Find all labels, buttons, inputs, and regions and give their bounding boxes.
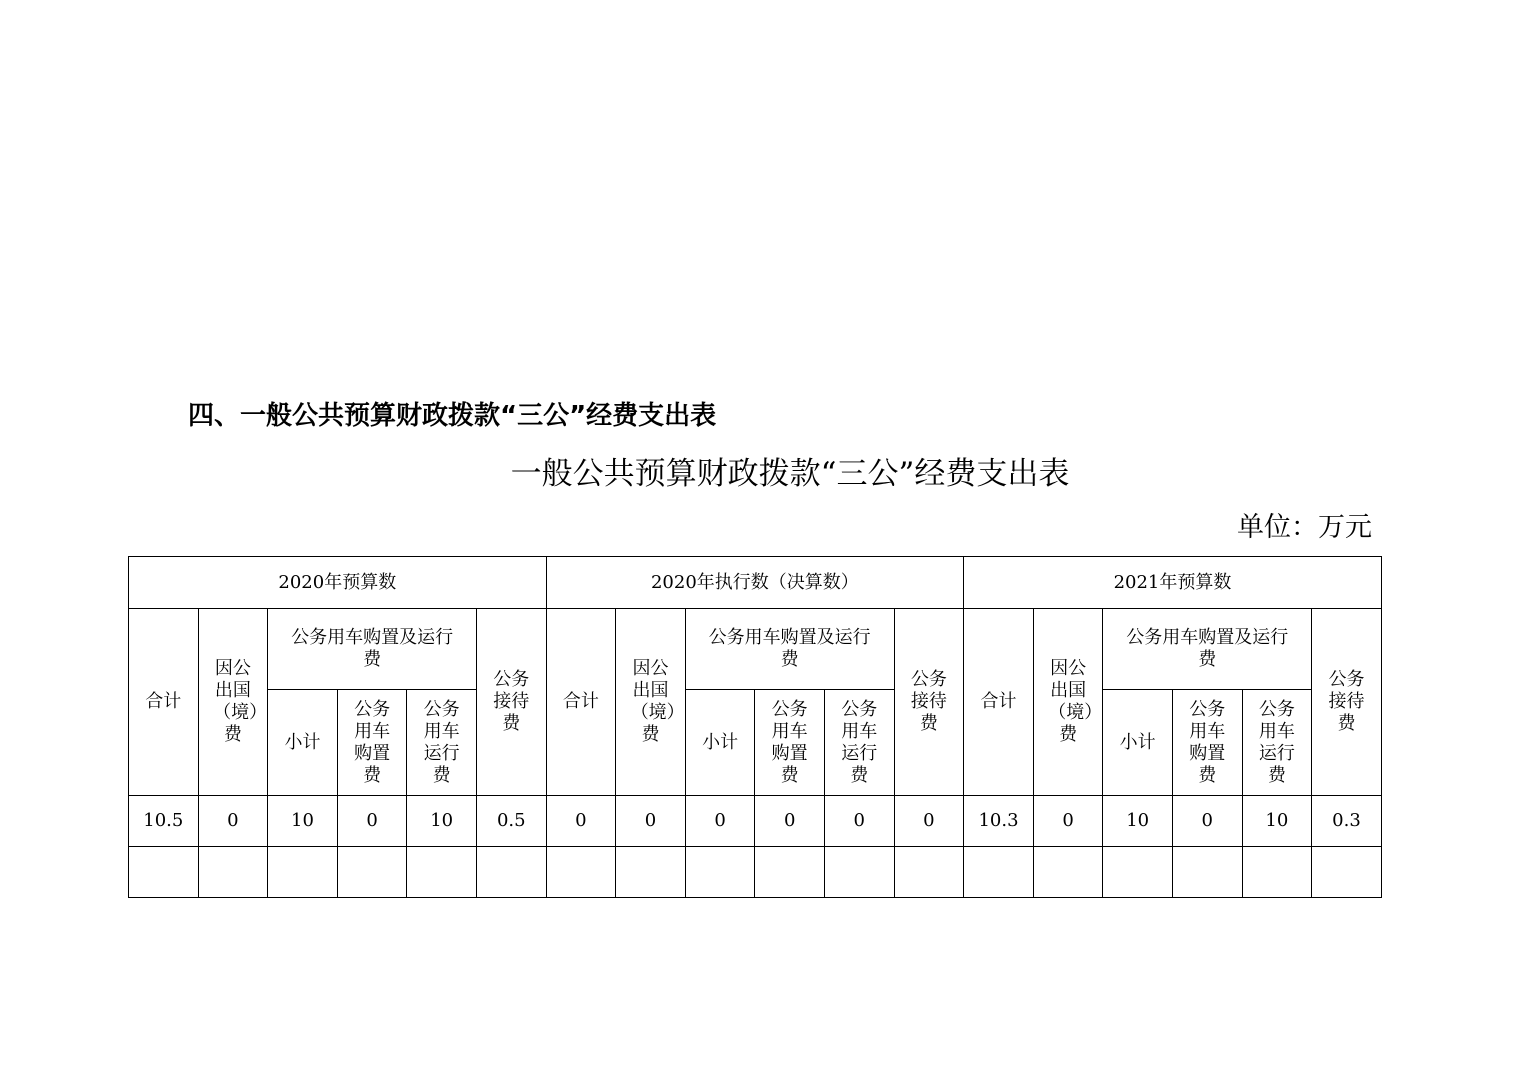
value-vehicle-purchase: 0 bbox=[755, 796, 825, 847]
value-subtotal: 10 bbox=[268, 796, 338, 847]
data-row bbox=[129, 796, 1382, 847]
value-total: 10.3 bbox=[964, 796, 1034, 847]
unit-label: 单位：万元 bbox=[1237, 512, 1372, 543]
empty-cell bbox=[1033, 847, 1103, 898]
empty-cell bbox=[755, 847, 825, 898]
value-vehicle-operation: 10 bbox=[407, 796, 477, 847]
value-total: 10.5 bbox=[129, 796, 199, 847]
header-vehicle-operation: 公务用车运行费 bbox=[407, 690, 477, 796]
header-total: 合计 bbox=[129, 609, 199, 796]
empty-cell bbox=[337, 847, 407, 898]
value-vehicle-purchase: 0 bbox=[1172, 796, 1242, 847]
header-reception: 公务接待费 bbox=[1312, 609, 1382, 796]
header-vehicle-operation: 公务用车运行费 bbox=[1242, 690, 1312, 796]
empty-cell bbox=[546, 847, 616, 898]
header-subtotal: 小计 bbox=[1103, 690, 1173, 796]
header-vehicle-purchase: 公务用车购置费 bbox=[337, 690, 407, 796]
value-vehicle-purchase: 0 bbox=[337, 796, 407, 847]
empty-cell bbox=[268, 847, 338, 898]
header-abroad: 因公出国（境）费 bbox=[198, 609, 268, 796]
header-vehicle: 公务用车购置及运行费 bbox=[268, 609, 477, 690]
value-reception: 0 bbox=[894, 796, 964, 847]
header-vehicle: 公务用车购置及运行费 bbox=[685, 609, 894, 690]
header-abroad: 因公出国（境）费 bbox=[1033, 609, 1103, 796]
header-total: 合计 bbox=[546, 609, 616, 796]
value-abroad: 0 bbox=[198, 796, 268, 847]
empty-cell bbox=[476, 847, 546, 898]
empty-cell bbox=[1312, 847, 1382, 898]
empty-cell bbox=[1103, 847, 1173, 898]
header-vehicle-operation: 公务用车运行费 bbox=[824, 690, 894, 796]
header-vehicle: 公务用车购置及运行费 bbox=[1103, 609, 1312, 690]
empty-row bbox=[129, 847, 1382, 898]
value-subtotal: 10 bbox=[1103, 796, 1173, 847]
group-title-2020-actual: 2020年执行数（决算数） bbox=[546, 557, 964, 609]
value-reception: 0.5 bbox=[476, 796, 546, 847]
value-reception: 0.3 bbox=[1312, 796, 1382, 847]
empty-cell bbox=[1242, 847, 1312, 898]
header-total: 合计 bbox=[964, 609, 1034, 796]
group-title-2020-budget: 2020年预算数 bbox=[129, 557, 547, 609]
value-vehicle-operation: 10 bbox=[1242, 796, 1312, 847]
header-vehicle-purchase: 公务用车购置费 bbox=[755, 690, 825, 796]
value-abroad: 0 bbox=[1033, 796, 1103, 847]
empty-cell bbox=[824, 847, 894, 898]
sub-header-row bbox=[129, 690, 1382, 796]
header-vehicle-purchase: 公务用车购置费 bbox=[1172, 690, 1242, 796]
header-reception: 公务接待费 bbox=[894, 609, 964, 796]
column-header-row bbox=[129, 609, 1382, 690]
empty-cell bbox=[964, 847, 1034, 898]
header-abroad: 因公出国（境）费 bbox=[616, 609, 686, 796]
three-public-expenses-table bbox=[128, 556, 1382, 898]
empty-cell bbox=[198, 847, 268, 898]
value-total: 0 bbox=[546, 796, 616, 847]
empty-cell bbox=[685, 847, 755, 898]
value-subtotal: 0 bbox=[685, 796, 755, 847]
header-subtotal: 小计 bbox=[685, 690, 755, 796]
header-subtotal: 小计 bbox=[268, 690, 338, 796]
group-title-2021-budget: 2021年预算数 bbox=[964, 557, 1382, 609]
section-heading: 四、一般公共预算财政拨款“三公”经费支出表 bbox=[188, 401, 717, 431]
empty-cell bbox=[1172, 847, 1242, 898]
year-header-row bbox=[129, 557, 1382, 609]
header-reception: 公务接待费 bbox=[476, 609, 546, 796]
value-abroad: 0 bbox=[616, 796, 686, 847]
table-title: 一般公共预算财政拨款“三公”经费支出表 bbox=[510, 456, 1070, 492]
value-vehicle-operation: 0 bbox=[824, 796, 894, 847]
empty-cell bbox=[616, 847, 686, 898]
empty-cell bbox=[407, 847, 477, 898]
empty-cell bbox=[129, 847, 199, 898]
empty-cell bbox=[894, 847, 964, 898]
